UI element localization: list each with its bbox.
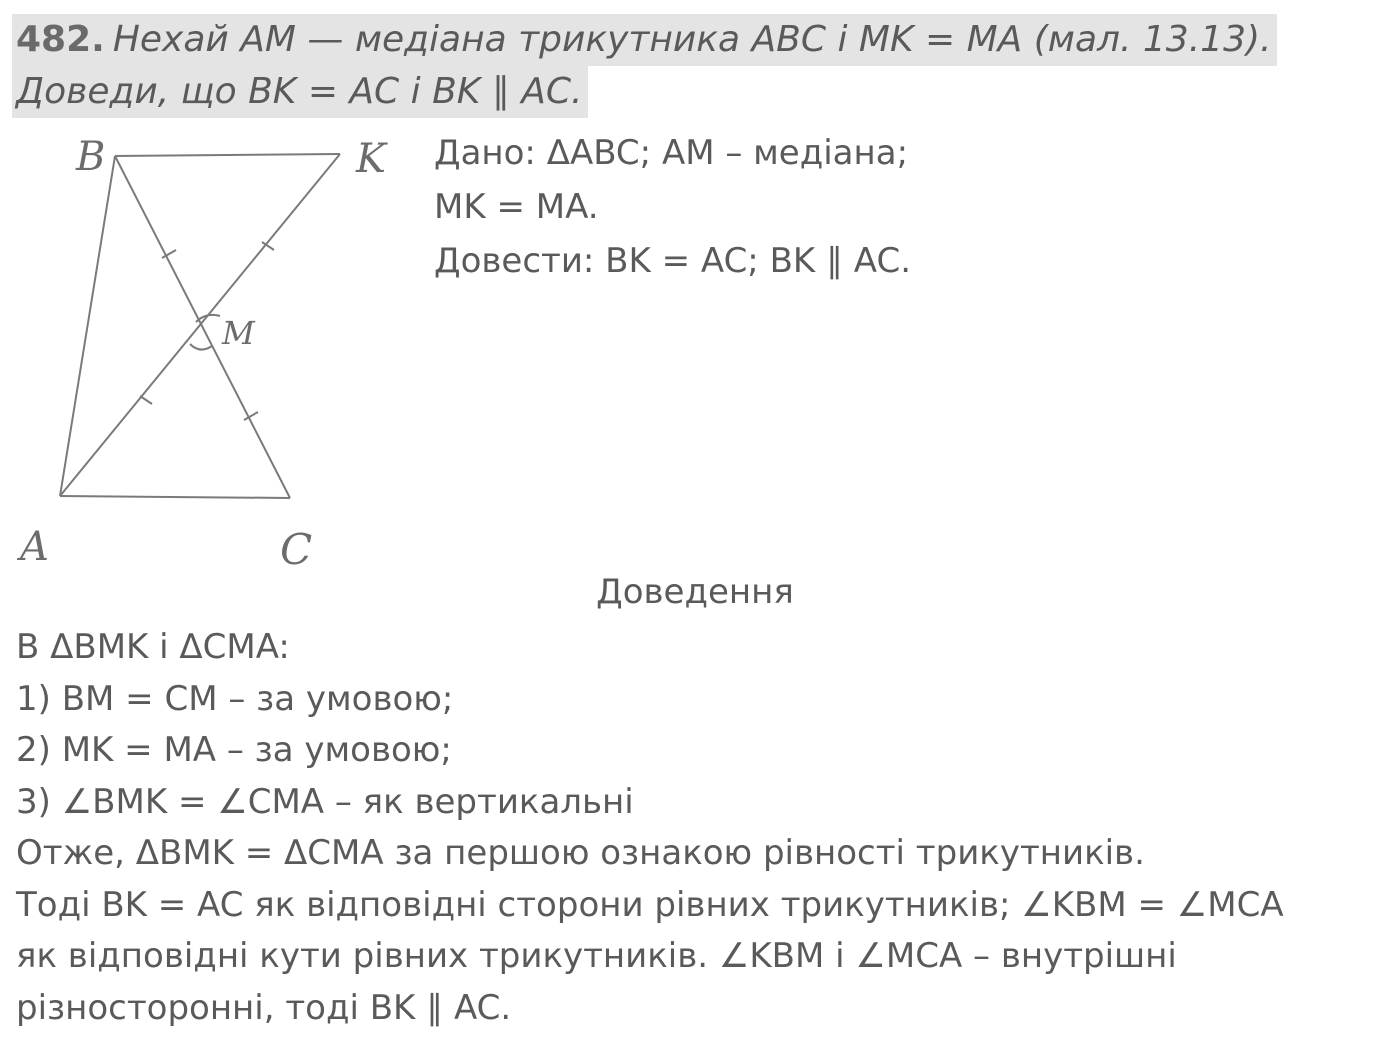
given-line-2: MK = MA. xyxy=(434,187,599,227)
problem-number: 482. xyxy=(16,19,105,60)
label-m: M xyxy=(222,314,255,352)
proof-line: 2) MK = MA – за умовою; xyxy=(16,730,452,770)
proof-line: Отже, ΔBMK = ΔCMA за першою ознакою рівності трикутників. xyxy=(16,833,1145,873)
proof-line: Тоді BK = AC як відповідні сторони рівних трикутників; ∠KBM = ∠MCA xyxy=(16,884,1284,925)
proof-line: 1) BM = CM – за умовою; xyxy=(16,678,454,719)
label-a: A xyxy=(20,524,49,570)
proof-line: В ΔBMK і ΔCMA: xyxy=(16,627,290,667)
angle-arc-cma xyxy=(190,344,212,350)
problem-statement xyxy=(12,14,1277,118)
segment-ba xyxy=(60,156,115,496)
given-section xyxy=(434,126,911,288)
given-line-3: Довести: BK = AC; BK ∥ AC. xyxy=(434,241,912,281)
problem-line-2: Доведи, що BK = AC і BK ∥ AC. xyxy=(12,66,588,118)
given-line-1: Дано: ΔABC; AM – медіана; xyxy=(434,133,909,173)
proof-body xyxy=(16,622,1376,1034)
proof-line: 3) ∠BMK = ∠CMA – як вертикальні xyxy=(16,781,634,822)
segment-bk xyxy=(115,154,340,156)
tick-am xyxy=(140,396,152,404)
label-c: C xyxy=(280,525,313,574)
proof-heading: Доведення xyxy=(596,572,794,612)
segment-bc xyxy=(115,156,290,498)
segment-ak xyxy=(60,154,340,496)
label-b: B xyxy=(76,134,106,180)
geometry-figure xyxy=(0,120,430,580)
proof-line: як відповідні кути рівних трикутників. ∠KBM і ∠MCA – внутрішні xyxy=(16,936,1177,976)
proof-line: різносторонні, тоді BK ∥ AC. xyxy=(16,987,512,1028)
segment-ac xyxy=(60,496,290,498)
label-k: K xyxy=(356,136,386,182)
problem-line-1 xyxy=(12,14,1277,66)
problem-text-1: Нехай AM — медіана трикутника ABC і MK = MA (мал. 13.13). xyxy=(112,19,1272,60)
